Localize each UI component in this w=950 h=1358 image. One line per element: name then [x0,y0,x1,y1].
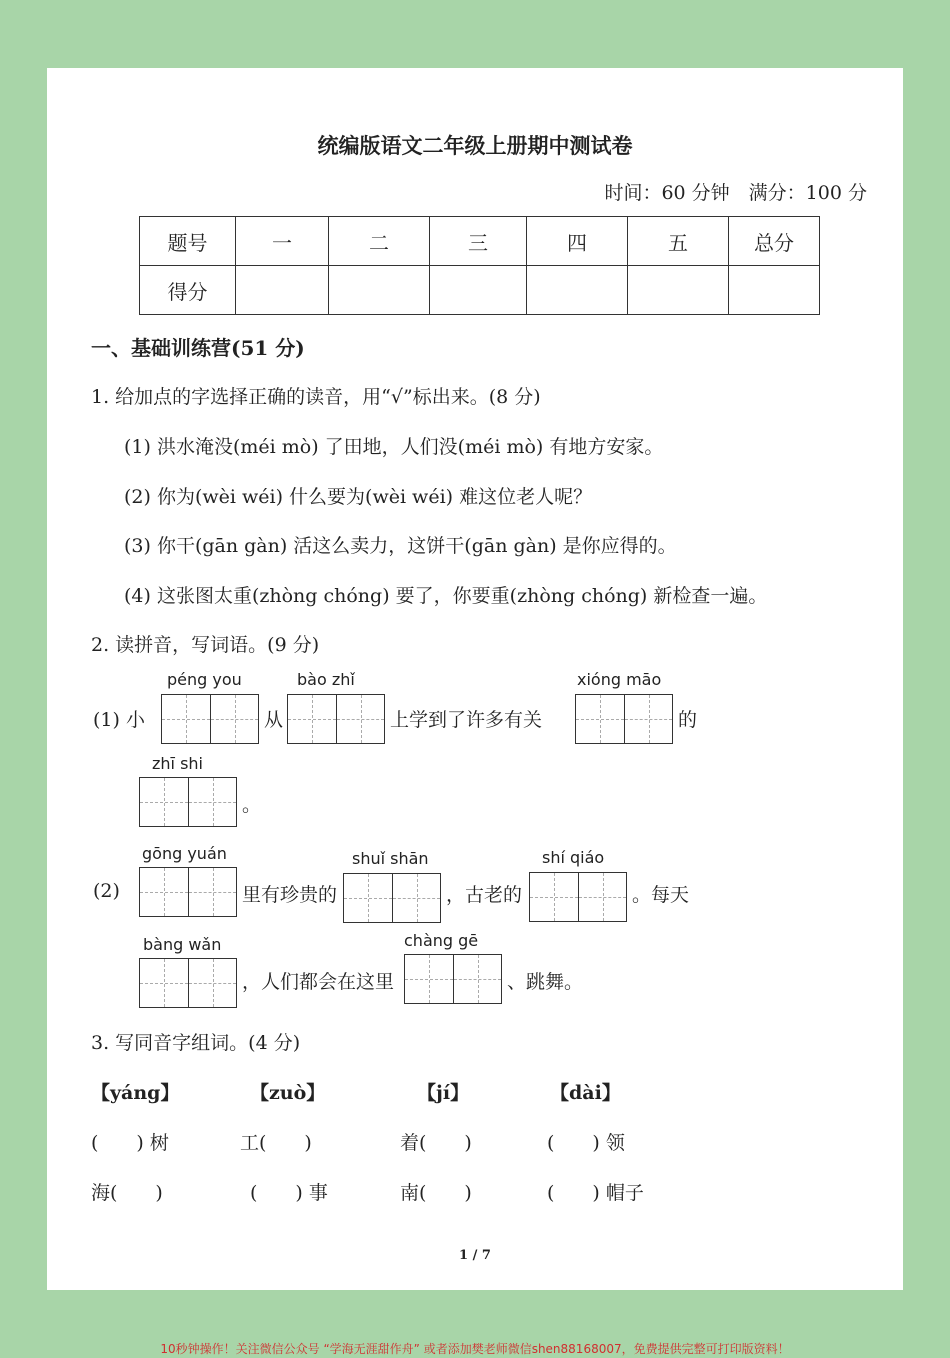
grid-cell[interactable] [188,868,236,916]
grid-cell[interactable] [288,695,336,743]
grid-cell[interactable] [188,778,236,826]
score-cell [628,266,729,315]
score-header-cell: 五 [628,217,729,266]
writing-grid[interactable] [287,694,385,744]
question-3-title: 3. 写同音字组词。(4 分) [91,1032,301,1054]
grid-cell[interactable] [530,873,578,921]
grid-cell[interactable] [392,874,440,922]
pinyin-label: bàng wǎn [143,935,222,954]
q3-blank[interactable]: 海( ) [91,1182,163,1204]
pinyin-label: shí qiáo [542,848,605,867]
q3-blank[interactable]: 南( ) [400,1182,472,1204]
writing-grid[interactable] [404,954,502,1004]
score-header-cell: 三 [430,217,527,266]
pinyin-label: chàng gē [404,931,479,950]
grid-cell[interactable] [162,695,210,743]
pinyin-label: xióng māo [577,670,662,689]
page-number: 1 / 7 [459,1248,491,1263]
score-cell [236,266,329,315]
grid-cell[interactable] [140,959,188,1007]
grid-cell[interactable] [336,695,384,743]
score-table-score-row [140,266,820,315]
writing-grid[interactable] [529,872,627,922]
pinyin-label: péng you [167,670,242,689]
grid-cell[interactable] [140,778,188,826]
q2-text: ，古老的 [446,884,523,906]
score-cell [430,266,527,315]
score-header-cell: 题号 [140,217,236,266]
section-1-heading: 一、基础训练营(51 分) [91,336,305,360]
q2-text: 、跳舞。 [507,971,584,993]
q2-text: ，人们都会在这里 [242,971,395,993]
q3-blank[interactable]: ( ) 帽子 [547,1182,644,1204]
pinyin-label: gōng yuán [142,844,227,863]
grid-cell[interactable] [624,695,672,743]
q3-blank[interactable]: ( ) 事 [250,1182,328,1204]
score-header-cell: 二 [329,217,430,266]
score-cell [527,266,628,315]
score-table-header-row [140,217,820,266]
grid-cell[interactable] [344,874,392,922]
writing-grid[interactable] [161,694,259,744]
grid-cell[interactable] [188,959,236,1007]
grid-cell[interactable] [405,955,453,1003]
exam-title: 统编版语文二年级上册期中测试卷 [317,133,633,158]
score-cell [729,266,820,315]
q3-blank[interactable]: ( ) 领 [547,1132,625,1154]
q2-text: 的 [678,709,698,731]
q2-text: 。每天 [632,884,690,906]
q2-text: 。 [242,794,262,816]
writing-grid[interactable] [139,867,237,917]
q3-blank[interactable]: ( ) 树 [91,1132,169,1154]
exam-paper [47,68,903,1290]
writing-grid[interactable] [139,777,237,827]
grid-cell[interactable] [576,695,624,743]
q3-blank[interactable]: 工( ) [240,1132,312,1154]
writing-grid[interactable] [139,958,237,1008]
q3-blank[interactable]: 着( ) [400,1132,472,1154]
score-table [139,216,820,315]
question-1-item: (3) 你干(gān gàn) 活这么卖力，这饼干(gān gàn) 是你应得的。 [124,535,677,557]
score-header-cell: 一 [236,217,329,266]
q2-text: 里有珍贵的 [242,884,338,906]
q3-header: 【dài】 [550,1082,621,1104]
q2-part1-label: (1) 小 [93,709,145,731]
question-1-item: (1) 洪水淹没(méi mò) 了田地，人们没(méi mò) 有地方安家。 [124,436,664,458]
question-1-title: 1. 给加点的字选择正确的读音，用“√”标出来。(8 分) [91,386,541,408]
score-header-cell: 总分 [729,217,820,266]
score-row-label: 得分 [140,266,236,315]
grid-cell[interactable] [578,873,626,921]
q2-text: 从 [264,709,284,731]
pinyin-label: shuǐ shān [352,849,429,868]
pinyin-label: bào zhǐ [297,670,355,689]
q2-part2-label: (2) [93,880,120,902]
writing-grid[interactable] [343,873,441,923]
score-cell [329,266,430,315]
writing-grid[interactable] [575,694,673,744]
promo-footer: 10秒钟操作！关注微信公众号 “学海无涯甜作舟” 或者添加樊老师微信shen88168007，免费提供完整可打印版资料！ [160,1342,790,1356]
pinyin-label: zhī shi [152,754,203,773]
q3-header: 【yáng】 [91,1082,180,1104]
grid-cell[interactable] [210,695,258,743]
question-1-item: (2) 你为(wèi wéi) 什么要为(wèi wéi) 难这位老人呢？ [124,486,593,508]
question-2-title: 2. 读拼音，写词语。(9 分) [91,634,320,656]
q2-text: 上学到了许多有关 [390,709,543,731]
time-score-info: 时间：60 分钟 满分：100 分 [604,182,867,204]
grid-cell[interactable] [140,868,188,916]
q3-header: 【jí】 [417,1082,470,1104]
grid-cell[interactable] [453,955,501,1003]
question-1-item: (4) 这张图太重(zhòng chóng) 要了，你要重(zhòng chóng) 新检查一遍。 [124,585,768,607]
score-header-cell: 四 [527,217,628,266]
q3-header: 【zuò】 [250,1082,326,1104]
